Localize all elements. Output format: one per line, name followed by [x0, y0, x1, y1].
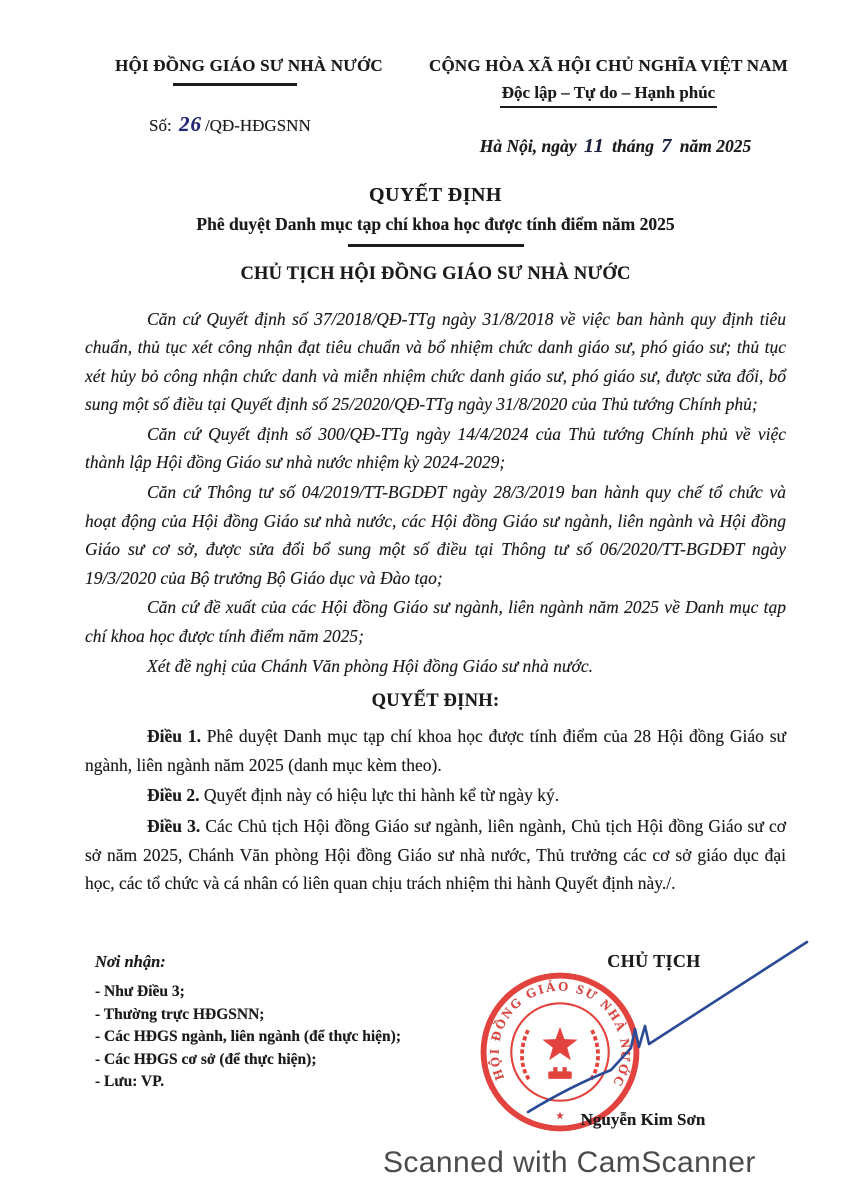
article-2-text: Quyết định này có hiệu lực thi hành kể từ ngày ký. [203, 785, 560, 806]
camscanner-watermark: Scanned with CamScanner [383, 1146, 756, 1179]
preamble-paragraph: Căn cứ Thông tư số 04/2019/TT-BGDĐT ngày 28/3/2019 ban hành quy chế tổ chức và hoạt động của Hội đồng Giáo sư nhà nước, các Hội đồng Giáo sư ngành, liên ngành và Hội đồng Giáo sư cơ sở, được sửa đổi bổ sung một số điều tại Thông tư số 06/2020/TT-BGDĐT ngày 19/3/2020 của Bộ trưởng Bộ Giáo dục và Đào tạo; [85, 482, 786, 588]
doc-number-handwritten: 26 [178, 111, 202, 136]
issuing-org-name: HỘI ĐỒNG GIÁO SƯ NHÀ NƯỚC [115, 56, 383, 75]
national-motto: Độc lập – Tự do – Hạnh phúc [500, 83, 717, 108]
article-2-label: Điều 2. [147, 785, 200, 806]
decree-subheading: Phê duyệt Danh mục tạp chí khoa học được tính điểm năm 2025 [196, 214, 675, 234]
date-month-label: tháng [612, 136, 654, 156]
subheading-underline [348, 244, 524, 247]
article-3 [85, 812, 786, 898]
org-underline [173, 83, 297, 86]
authority-heading: CHỦ TỊCH HỘI ĐỒNG GIÁO SƯ NHÀ NƯỚC [240, 263, 631, 284]
preamble-paragraph: Căn cứ Quyết định số 300/QĐ-TTg ngày 14/4/2024 của Thủ tướng Chính phủ về việc thành lập Hội đồng Giáo sư nhà nước nhiệm kỳ 2024-2029; [85, 423, 786, 473]
handwritten-signature [518, 930, 820, 1122]
national-header-block [413, 56, 804, 158]
date-prefix: Hà Nội, ngày [479, 136, 577, 156]
recipient-item: - Lưu: VP. [95, 1073, 165, 1090]
seal-text: HỘI ĐỒNG GIÁO SƯ NHÀ NƯỚC [486, 978, 634, 1091]
national-name: CỘNG HÒA XÃ HỘI CHỦ NGHĨA VIỆT NAM [429, 56, 788, 75]
article-3-text: Các Chủ tịch Hội đồng Giáo sư ngành, liên ngành, Chủ tịch Hội đồng Giáo sư cơ sở năm 2025, Chánh Văn phòng Hội đồng Giáo sư nhà nước, Thủ trưởng các cơ sở giáo dục đại học, các tổ chức và cá nhân có liên quan chịu trách nhiệm thi hành Quyết định này./. [85, 816, 786, 894]
recipient-item: - Các HĐGS cơ sở (để thực hiện); [95, 1050, 317, 1068]
articles-section [85, 722, 786, 898]
article-1-label: Điều 1. [147, 726, 201, 747]
date-month-handwritten: 7 [661, 135, 673, 157]
signer-title: CHỦ TỊCH [607, 951, 701, 971]
preamble-section [85, 305, 786, 681]
date-year: năm 2025 [679, 136, 752, 156]
decree-heading: QUYẾT ĐỊNH [369, 184, 502, 206]
document-header [0, 0, 844, 158]
signer-name: Nguyễn Kim Sơn [580, 1110, 706, 1129]
preamble-paragraph: Xét đề nghị của Chánh Văn phòng Hội đồng Giáo sư nhà nước. [147, 655, 593, 676]
date-day-handwritten: 11 [583, 135, 605, 157]
article-1 [85, 722, 786, 779]
article-3-label: Điều 3. [147, 816, 201, 836]
title-block [85, 184, 786, 285]
recipient-item: - Các HĐGS ngành, liên ngành (để thực hiện); [95, 1028, 401, 1045]
decision-heading: QUYẾT ĐỊNH: [371, 691, 500, 712]
article-1-text: Phê duyệt Danh mục tạp chí khoa học được tính điểm của 28 Hội đồng Giáo sư ngành, liên ngành năm 2025 (danh mục kèm theo). [85, 726, 787, 775]
recipients-block [95, 952, 401, 1094]
date-line [413, 135, 804, 158]
preamble-paragraph: Căn cứ Quyết định số 37/2018/QĐ-TTg ngày 31/8/2018 về việc ban hành quy định tiêu chuẩn, thủ tục xét công nhận đạt tiêu chuẩn và bổ nhiệm chức danh giáo sư, phó giáo sư; thủ tục xét hủy bỏ công nhận chức danh và miễn nhiệm chức danh giáo sư, phó giáo sư, được sửa đổi, bổ sung một số điều tại Quyết định số 25/2020/QĐ-TTg ngày 31/8/2020 của Thủ tướng Chính phủ; [85, 308, 786, 415]
preamble-paragraph: Căn cứ đề xuất của các Hội đồng Giáo sư ngành, liên ngành năm 2025 về Danh mục tạp chí khoa học được tính điểm năm 2025; [85, 597, 786, 647]
issuing-org-block [85, 56, 413, 158]
recipient-item: - Như Điều 3; [95, 983, 185, 1000]
article-2 [85, 781, 786, 810]
motto-wrap [413, 76, 804, 108]
seal-star-separator: ★ [555, 1111, 565, 1123]
doc-number-suffix: /QĐ-HĐGSNN [204, 115, 311, 135]
recipient-item: - Thường trực HĐGSNN; [95, 1005, 265, 1023]
doc-number-label: Số: [149, 115, 172, 135]
recipients-label: Nơi nhận: [95, 952, 166, 971]
doc-number-line [85, 112, 413, 137]
